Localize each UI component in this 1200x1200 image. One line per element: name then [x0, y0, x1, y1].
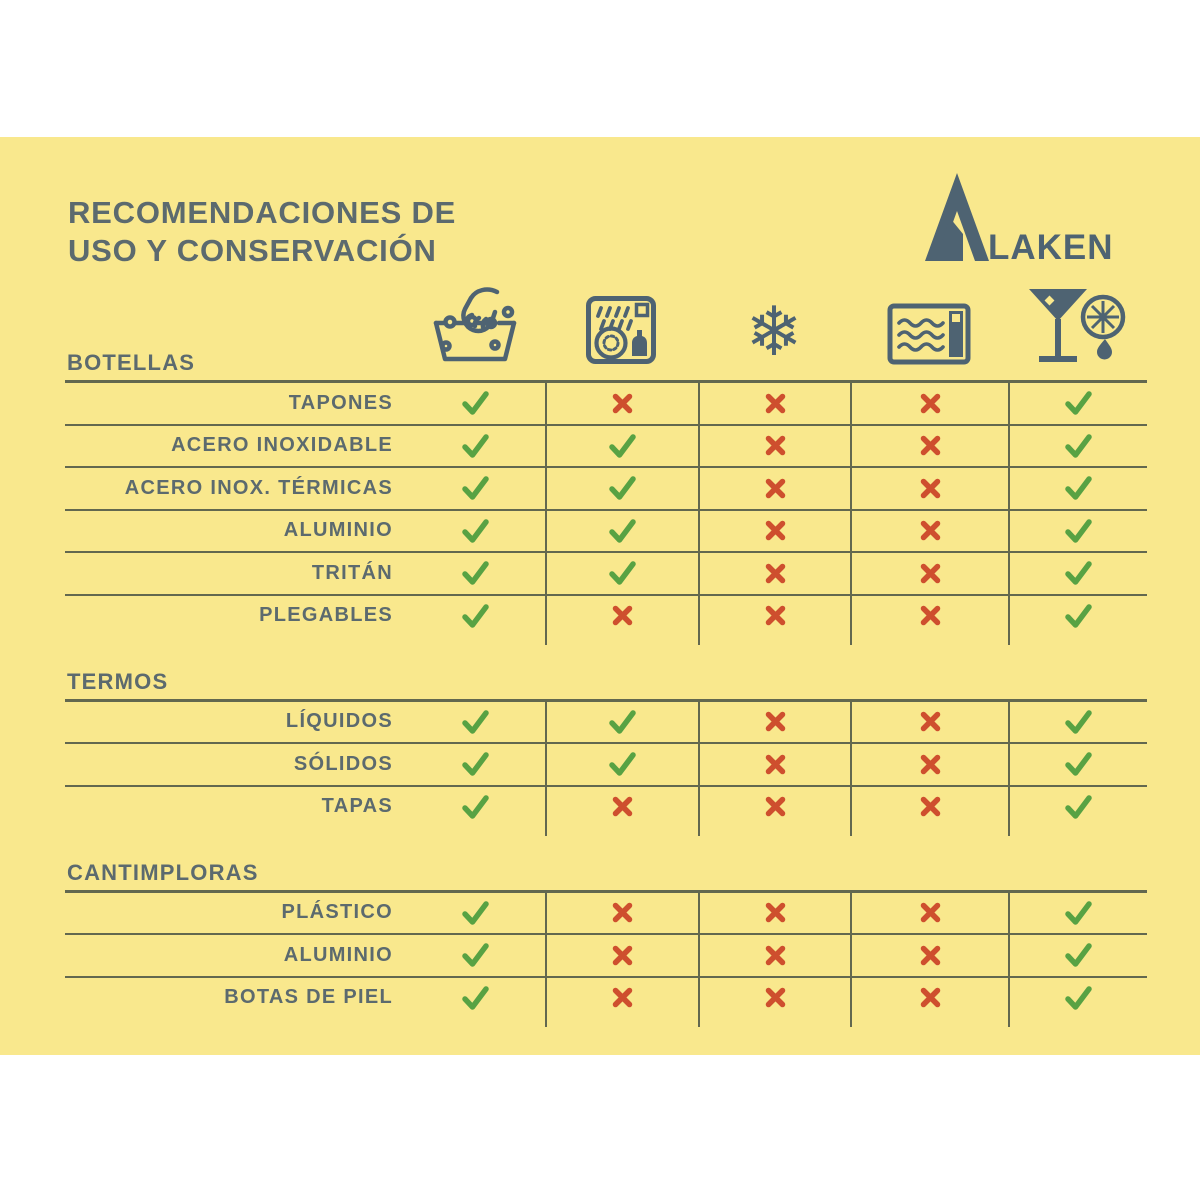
- mark-cell: [698, 744, 850, 785]
- check-icon: [1065, 901, 1092, 925]
- check-icon: [1065, 710, 1092, 734]
- divider-stub-row: [65, 1018, 1147, 1027]
- row-label: BOTAS DE PIEL: [224, 986, 393, 1008]
- mark-cell: [698, 511, 850, 552]
- row-label: SÓLIDOS: [293, 752, 393, 775]
- cross-icon: [764, 753, 787, 776]
- cross-icon: [919, 519, 942, 542]
- mark-cell: [850, 893, 1008, 934]
- cross-icon: [919, 986, 942, 1009]
- mark-cell: [545, 935, 698, 976]
- table-row: [65, 511, 1147, 554]
- cross-icon: [764, 434, 787, 457]
- mark-cell: [850, 426, 1008, 467]
- cross-icon: [611, 392, 634, 415]
- cross-icon: [919, 392, 942, 415]
- mark-cell: [545, 426, 698, 467]
- page-title: [68, 194, 456, 270]
- cross-icon: [919, 901, 942, 924]
- table-section: [65, 350, 1147, 645]
- row-label: PLEGABLES: [259, 604, 393, 626]
- table-row: [65, 596, 1147, 636]
- mark-cell: [1008, 596, 1147, 636]
- title-line-1: RECOMENDACIONES DE: [68, 195, 457, 230]
- table-row: [65, 787, 1147, 827]
- mark-cell: [698, 383, 850, 424]
- table-row: [65, 553, 1147, 596]
- table-row: [65, 893, 1147, 936]
- mark-cell: [405, 935, 545, 976]
- cross-icon: [764, 795, 787, 818]
- mark-cell: [1008, 553, 1147, 594]
- mark-cell: [850, 383, 1008, 424]
- mark-cell: [405, 511, 545, 552]
- divider-stub-row: [65, 827, 1147, 836]
- check-icon: [462, 752, 489, 776]
- cross-icon: [764, 562, 787, 585]
- check-icon: [462, 434, 489, 458]
- mark-cell: [698, 596, 850, 636]
- cross-icon: [764, 986, 787, 1009]
- check-icon: [609, 476, 636, 500]
- check-icon: [1065, 795, 1092, 819]
- mark-cell: [545, 744, 698, 785]
- mark-cell: [405, 787, 545, 827]
- mark-cell: [405, 596, 545, 636]
- mark-cell: [1008, 702, 1147, 743]
- check-icon: [462, 519, 489, 543]
- mark-cell: [850, 553, 1008, 594]
- mark-cell: [1008, 787, 1147, 827]
- cross-icon: [764, 519, 787, 542]
- check-icon: [462, 561, 489, 585]
- section-label: CANTIMPLORAS: [67, 859, 259, 885]
- section-label: BOTELLAS: [67, 350, 196, 375]
- cross-icon: [919, 710, 942, 733]
- cross-icon: [764, 604, 787, 627]
- check-icon: [462, 986, 489, 1010]
- mark-cell: [405, 553, 545, 594]
- cross-icon: [764, 392, 787, 415]
- mark-cell: [545, 893, 698, 934]
- mark-cell: [698, 935, 850, 976]
- table-section: [65, 669, 1147, 836]
- cross-icon: [611, 986, 634, 1009]
- cross-icon: [919, 604, 942, 627]
- mark-cell: [850, 978, 1008, 1018]
- section-header: [65, 669, 1147, 702]
- recommendations-table: [65, 350, 1147, 1027]
- check-icon: [609, 752, 636, 776]
- mark-cell: [1008, 978, 1147, 1018]
- check-icon: [462, 476, 489, 500]
- mark-cell: [1008, 383, 1147, 424]
- mark-cell: [545, 511, 698, 552]
- table-row: [65, 383, 1147, 426]
- check-icon: [462, 795, 489, 819]
- row-label: ACERO INOX. TÉRMICAS: [124, 476, 393, 499]
- table-row: [65, 702, 1147, 745]
- check-icon: [1065, 752, 1092, 776]
- cross-icon: [764, 477, 787, 500]
- mark-cell: [850, 596, 1008, 636]
- mark-cell: [698, 468, 850, 509]
- yellow-panel: [0, 137, 1200, 1055]
- mark-cell: [850, 702, 1008, 743]
- mark-cell: [850, 511, 1008, 552]
- table-row: [65, 468, 1147, 511]
- row-label: ALUMINIO: [283, 519, 393, 542]
- row-label: TAPAS: [321, 795, 393, 817]
- row-label: PLÁSTICO: [281, 901, 393, 924]
- row-label: ALUMINIO: [283, 943, 393, 966]
- mark-cell: [1008, 468, 1147, 509]
- mark-cell: [405, 426, 545, 467]
- mark-cell: [1008, 935, 1147, 976]
- mark-cell: [545, 468, 698, 509]
- mark-cell: [545, 787, 698, 827]
- cross-icon: [919, 434, 942, 457]
- mark-cell: [698, 787, 850, 827]
- check-icon: [609, 710, 636, 734]
- mark-cell: [1008, 426, 1147, 467]
- laken-logo: [918, 171, 1114, 265]
- table-row: [65, 935, 1147, 978]
- divider-stub-row: [65, 636, 1147, 645]
- mark-cell: [850, 744, 1008, 785]
- mark-cell: [1008, 744, 1147, 785]
- mark-cell: [405, 468, 545, 509]
- cross-icon: [919, 562, 942, 585]
- table-row: [65, 744, 1147, 787]
- section-header: [65, 860, 1147, 893]
- row-label: TRITÁN: [311, 561, 393, 584]
- mark-cell: [545, 596, 698, 636]
- section-header: [65, 350, 1147, 383]
- mark-cell: [698, 426, 850, 467]
- check-icon: [1065, 519, 1092, 543]
- cross-icon: [764, 710, 787, 733]
- cross-icon: [611, 604, 634, 627]
- table-section: [65, 860, 1147, 1027]
- mark-cell: [405, 978, 545, 1018]
- table-row: [65, 426, 1147, 469]
- check-icon: [1065, 986, 1092, 1010]
- cross-icon: [764, 944, 787, 967]
- cross-icon: [919, 944, 942, 967]
- mark-cell: [405, 893, 545, 934]
- cross-icon: [919, 477, 942, 500]
- mountain-icon: [918, 171, 992, 265]
- check-icon: [1065, 391, 1092, 415]
- mark-cell: [698, 978, 850, 1018]
- cross-icon: [611, 795, 634, 818]
- check-icon: [462, 604, 489, 628]
- cross-icon: [919, 795, 942, 818]
- mark-cell: [698, 553, 850, 594]
- mark-cell: [850, 468, 1008, 509]
- check-icon: [1065, 604, 1092, 628]
- section-label: TERMOS: [67, 668, 169, 694]
- check-icon: [462, 943, 489, 967]
- check-icon: [1065, 943, 1092, 967]
- mark-cell: [1008, 893, 1147, 934]
- mark-cell: [545, 383, 698, 424]
- mark-cell: [698, 702, 850, 743]
- title-line-2: USO Y CONSERVACIÓN: [68, 233, 437, 268]
- mark-cell: [698, 893, 850, 934]
- cross-icon: [611, 944, 634, 967]
- table-row: [65, 978, 1147, 1018]
- mark-cell: [545, 702, 698, 743]
- brand-text: LAKEN: [988, 228, 1114, 267]
- mark-cell: [545, 978, 698, 1018]
- check-icon: [1065, 561, 1092, 585]
- row-label: LÍQUIDOS: [285, 710, 393, 733]
- mark-cell: [405, 744, 545, 785]
- mark-cell: [545, 553, 698, 594]
- check-icon: [1065, 476, 1092, 500]
- check-icon: [609, 561, 636, 585]
- cross-icon: [919, 753, 942, 776]
- mark-cell: [405, 702, 545, 743]
- freezer-icon: ❄: [745, 293, 803, 372]
- mark-cell: [1008, 511, 1147, 552]
- check-icon: [462, 391, 489, 415]
- cross-icon: [611, 901, 634, 924]
- mark-cell: [850, 935, 1008, 976]
- row-label: ACERO INOXIDABLE: [171, 434, 393, 457]
- row-label: TAPONES: [288, 391, 393, 414]
- check-icon: [609, 519, 636, 543]
- check-icon: [462, 710, 489, 734]
- check-icon: [609, 434, 636, 458]
- mark-cell: [850, 787, 1008, 827]
- check-icon: [462, 901, 489, 925]
- mark-cell: [405, 383, 545, 424]
- cross-icon: [764, 901, 787, 924]
- check-icon: [1065, 434, 1092, 458]
